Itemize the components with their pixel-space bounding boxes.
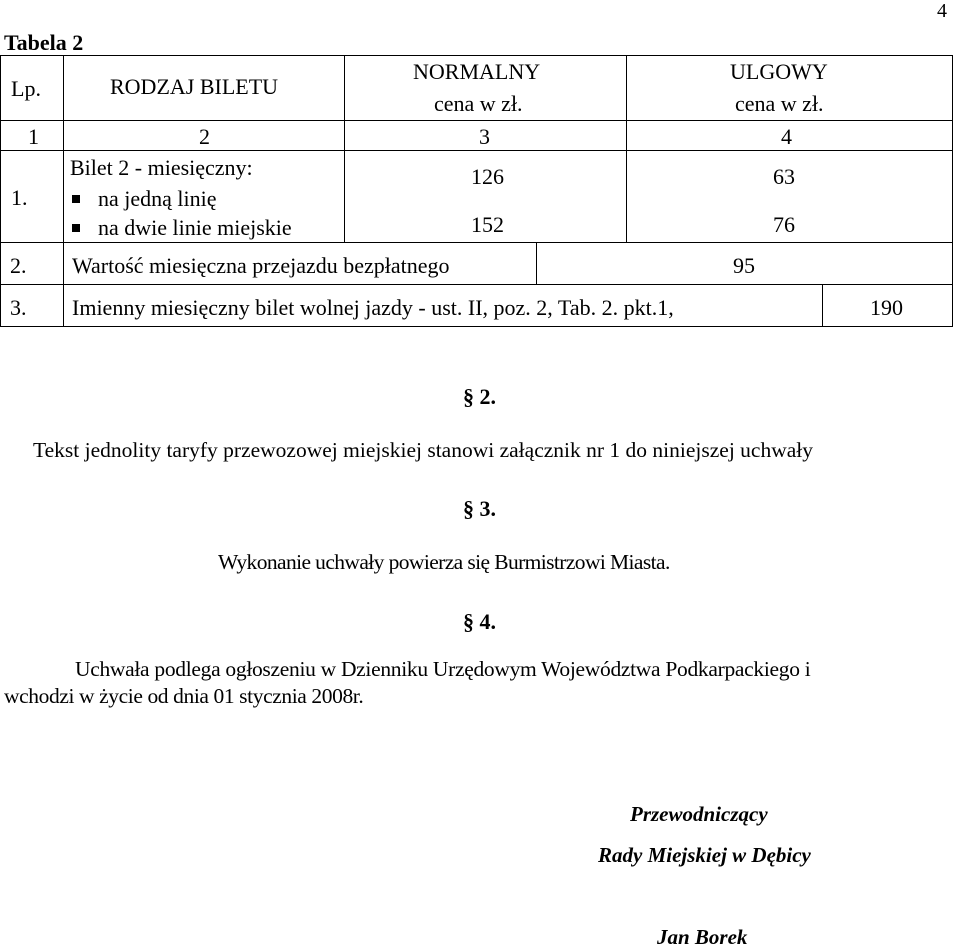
signature-title-2: Rady Miejskiej w Dębicy (598, 843, 811, 867)
table-line-numbering-bottom (0, 150, 953, 151)
square-bullet-icon (72, 224, 80, 232)
numbering-2: 2 (199, 124, 210, 149)
row1-lp: 1. (11, 185, 28, 210)
table-line-row3-value (822, 284, 823, 327)
header-lp: Lp. (11, 76, 41, 101)
section-4-text-line1: Uchwała podlega ogłoszeniu w Dzienniku Urzędowym Województwa Podkarpackiego i (75, 657, 811, 681)
header-normalny-sub: cena w zł. (434, 91, 523, 116)
row1-title: Bilet 2 - miesięczny: (70, 155, 253, 180)
row1-item-1-ulgowy: 63 (773, 164, 795, 189)
section-4-text-line2: wchodzi w życie od dnia 01 stycznia 2008r. (4, 684, 364, 708)
row1-item-2-ulgowy: 76 (773, 212, 795, 237)
row1-item-1-normalny: 126 (471, 164, 504, 189)
table-border-top (0, 55, 953, 56)
table-title: Tabela 2 (4, 30, 84, 55)
table-line-header-bottom (0, 120, 953, 121)
section-4-heading: § 4. (463, 609, 496, 634)
page-number: 4 (937, 0, 947, 22)
table-border-bottom (0, 326, 953, 327)
table-line-row1-bottom (0, 242, 953, 243)
signature-name: Jan Borek (657, 925, 748, 949)
row2-label: Wartość miesięczna przejazdu bezpłatnego (72, 253, 450, 278)
table-border-right (952, 55, 953, 327)
table-line-lp (63, 55, 64, 327)
table-line-rodzaj (344, 55, 345, 243)
row2-value: 95 (733, 253, 755, 278)
table-line-row2-value (536, 242, 537, 285)
header-ulgowy: ULGOWY (730, 59, 828, 84)
header-normalny: NORMALNY (413, 59, 541, 84)
row2-lp: 2. (10, 253, 27, 278)
header-rodzaj-biletu: RODZAJ BILETU (110, 74, 279, 99)
section-2-heading: § 2. (463, 384, 496, 409)
row1-item-1-label: na jedną linię (98, 186, 217, 211)
square-bullet-icon (72, 195, 80, 203)
section-3-text: Wykonanie uchwały powierza się Burmistrzowi Miasta. (218, 550, 670, 574)
header-ulgowy-sub: cena w zł. (735, 91, 824, 116)
section-3-heading: § 3. (463, 496, 496, 521)
row3-value: 190 (870, 295, 903, 320)
row1-item-2 (72, 215, 292, 241)
numbering-1: 1 (28, 124, 39, 149)
row1-item-1 (72, 186, 217, 212)
table-border-left (0, 55, 1, 327)
signature-title-1: Przewodniczący (630, 802, 768, 826)
table-line-row2-bottom (0, 284, 953, 285)
row1-item-2-normalny: 152 (471, 212, 504, 237)
row3-label: Imienny miesięczny bilet wolnej jazdy - ust. II, poz. 2, Tab. 2. pkt.1, (72, 295, 674, 320)
numbering-3: 3 (479, 124, 490, 149)
row3-lp: 3. (10, 295, 27, 320)
row1-item-2-label: na dwie linie miejskie (98, 215, 292, 240)
table-line-normalny (626, 55, 627, 243)
numbering-4: 4 (781, 124, 792, 149)
section-2-text: Tekst jednolity taryfy przewozowej miejskiej stanowi załącznik nr 1 do niniejszej uchwały (33, 438, 814, 462)
